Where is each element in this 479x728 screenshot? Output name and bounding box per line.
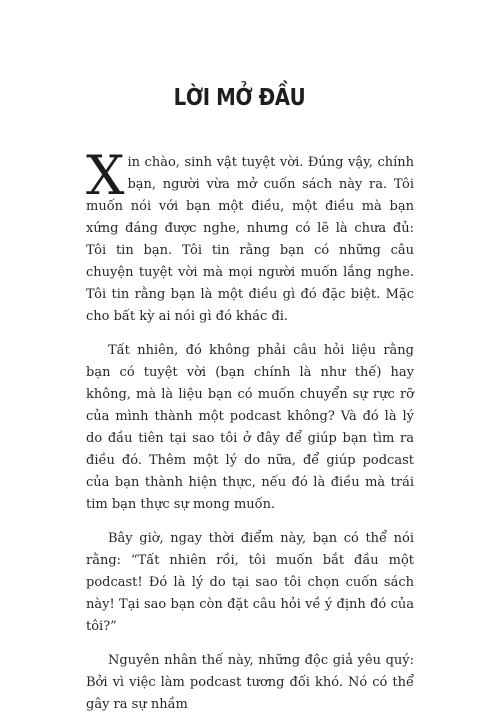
paragraph-4: Nguyên nhân thế này, những độc giả yêu quý: Bởi vì việc làm podcast tương đối khó. Nó có thể gây ra sự nhầm: [86, 653, 414, 712]
chapter-title: LỜI MỞ ĐẦU: [173, 85, 306, 112]
drop-cap: X: [86, 144, 125, 207]
paragraph-1: [86, 144, 414, 328]
paragraph-1-text: in chào, sinh vật tuyệt vời. Đúng vậy, chính bạn, người vừa mở cuốn sách này ra. Tôi muốn nói với bạn một điều, một điều mà bạn xứng đáng được nghe, nhưng có lẽ là chưa đủ: Tôi tin bạn. Tôi tin rằng bạn có những câu chuyện tuyệt vời mà mọi người muốn lắng nghe. Tôi tin rằng bạn là một điều gì đó đặc biệt. Mặc cho bất kỳ ai nói gì đó khác đi.: [86, 155, 414, 324]
chapter-body: [86, 144, 414, 728]
paragraph-2: Tất nhiên, đó không phải câu hỏi liệu rằng bạn có tuyệt vời (bạn chính là như thế) hay không, mà là liệu bạn có muốn chuyển sự rực rỡ của mình thành một podcast không? Và đó là lý do đầu tiên tại sao tôi ở đây để giúp bạn tìm ra điều đó. Thêm một lý do nữa, để giúp podcast của bạn thành hiện thực, nếu đó là điều mà trái tim bạn thực sự mong muốn.: [86, 343, 414, 512]
paragraph-3: Bây giờ, ngay thời điểm này, bạn có thể nói rằng: “Tất nhiên rồi, tôi muốn bắt đầu một podcast! Đó là lý do tại sao tôi chọn cuốn sách này! Tại sao bạn còn đặt câu hỏi về ý định đó của tôi?”: [86, 531, 414, 634]
